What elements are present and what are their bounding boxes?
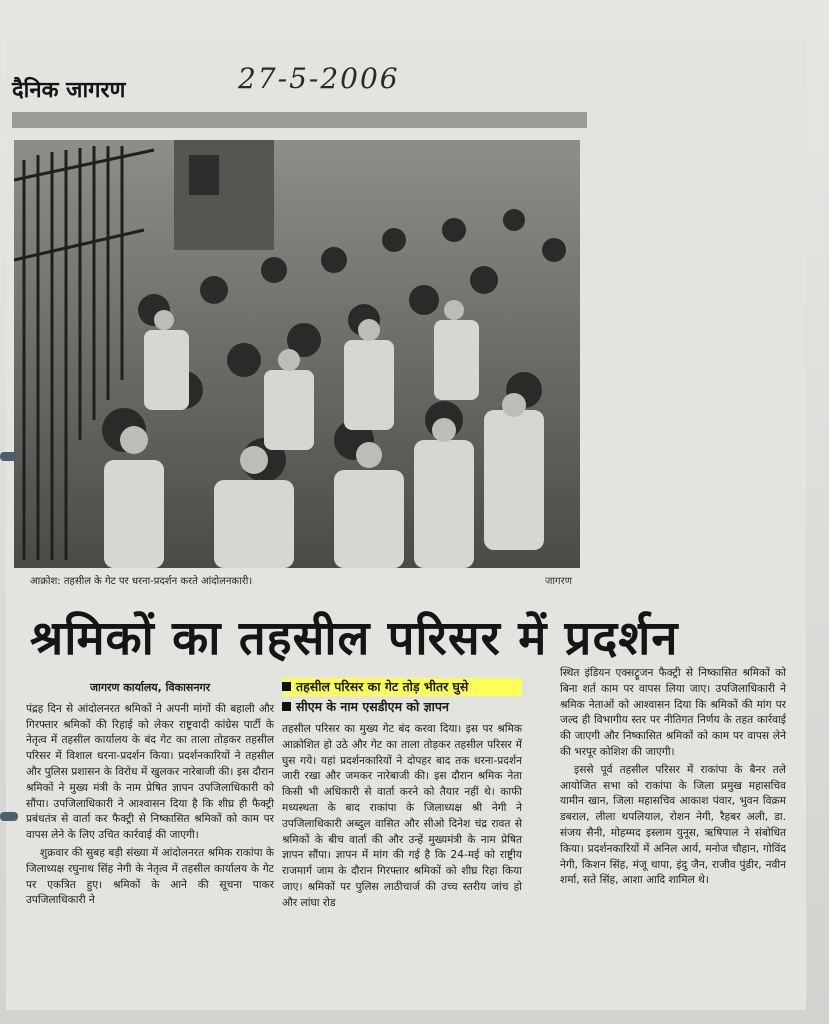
bullet-square-icon [282,682,291,691]
photo-credit: जागरण [545,576,572,587]
bullet-square-icon [282,702,291,711]
masthead-rule [12,112,587,128]
protest-crowd-image [14,140,580,568]
handwritten-date: 27-5-2006 [238,62,400,95]
article-column-2 [282,678,522,912]
article-byline: जागरण कार्यालय, विकासनगर [89,681,211,694]
paragraph: इससे पूर्व तहसील परिसर में राकांपा के बैनर तले आयोजित सभा को राकांपा के जिला प्रमुख महासचिव यामीन खान, जिला महासचिव आकाश पंवार, भुवन विक्रम डबराल, लीला थपलियाल, रोशन नेगी, रैहबर अली, डा. संजय सैनी, मोहम्मद इस्लाम युनूस, ऋषिपाल ने संबोधित किया। प्रदर्शनकारियों में अनिल आर्य, मनोज चौहान, गोविंद नेगी, किशन सिंह, मंजू थापा, इंदु जैन, राजीव पुंडीर, नवीन शर्मा, सते सिंह, आशा आदि शामिल थे। [560,763,786,887]
article-column-3 [560,666,786,889]
binder-ring [0,812,18,821]
paragraph: पंद्रह दिन से आंदोलनरत श्रमिकों ने अपनी मांगों की बहाली और गिरफ्तार श्रमिकों की रिहाई को लेकर राष्ट्रवादी कांग्रेस पार्टी के नेतृत्व में तहसील कार्यालय के बंद गेट का ताला तोड़कर तहसील परिसर में विशाल धरना-प्रदर्शन किया। प्रदर्शनकारियों ने तहसील और पुलिस प्रशासन के विरोध में खुलकर नारेबाजी की। इस दौरान श्रमिकों ने मुख्य मंत्री के नाम प्रेषित ज्ञापन उपजिलाधिकारी को सौंपा। उपजिलाधिकारी ने आश्वासन दिया है कि शीघ्र ही फैक्ट्री प्रबंधतंत्र से वार्ता कर फैक्ट्री से निष्कासित श्रमिकों को काम पर वापस लेने के लिए उचित कार्रवाई की जाएगी। [26,702,274,842]
article-column-1 [26,680,274,909]
paragraph: शुक्रवार की सुबह बड़ी संख्या में आंदोलनरत श्रमिक राकांपा के जिलाध्यक्ष रघुनाथ सिंह नेगी के नेतृत्व में तहसील कार्यालय के गेट पर एकत्रित हुए। श्रमिकों के आने की सूचना पाकर उपजिलाधिकारी ने [26,846,274,907]
subhead-1 [282,678,522,696]
subhead-2 [282,698,522,716]
newspaper-masthead: दैनिक जागरण [12,78,126,103]
article-headline: श्रमिकों का तहसील परिसर में प्रदर्शन [30,611,679,666]
binder-ring [0,452,18,461]
subhead-text: तहसील परिसर का गेट तोड़ भीतर घुसे [296,679,469,694]
subhead-text: सीएम के नाम एसडीएम को ज्ञापन [296,699,449,714]
paragraph: स्थित इंडियन एक्सट्रूजन फैक्ट्री से निष्कासित श्रमिकों को बिना शर्त काम पर वापस लिया जाए। उपजिलाधिकारी ने श्रमिक नेताओं को आश्वासन दिया कि श्रमिकों की मांग पर जल्द ही विभागीय स्तर पर नीतिगत निर्णय के तहत कार्रवाई की जाएगी और निष्कासित श्रमिकों को काम पर वापस लेने की भरपूर कोशिश की जाएगी। [560,667,786,758]
photo-caption: आक्रोश: तहसील के गेट पर धरना-प्रदर्शन करते आंदोलनकारी। [30,576,253,587]
news-photo [14,140,580,568]
paragraph: तहसील परिसर का मुख्य गेट बंद करवा दिया। इस पर श्रमिक आक्रोशित हो उठे और गेट का ताला तोड़कर तहसील परिसर में घुस गये। यहां प्रदर्शनकारियों ने दोपहर बाद तक धरना-प्रदर्शन जारी रखा और जमकर नारेबाजी की। इस दौरान श्रमिक नेता किसी भी अधिकारी से वार्ता करने को तैयार नहीं थे। काफी मध्यस्थता के बाद राकांपा के जिलाध्यक्ष श्री नेगी ने उपजिलाधिकारी अब्दुल वासित और सीओ दिनेश चंद्र रावत से श्रमिकों के बीच वार्ता की और उन्हें मुख्यमंत्री के नाम प्रेषित ज्ञापन सौंपा। ज्ञापन में मांग की गई है कि 24-मई को राष्ट्रीय राजमार्ग जाम के दौरान गिरफ्तार श्रमिकों को शीघ्र रिहा किया जाए। श्रमिकों पर पुलिस लाठीचार्ज की उच्च स्तरीय जांच हो और लांघा रोड [282,723,522,909]
